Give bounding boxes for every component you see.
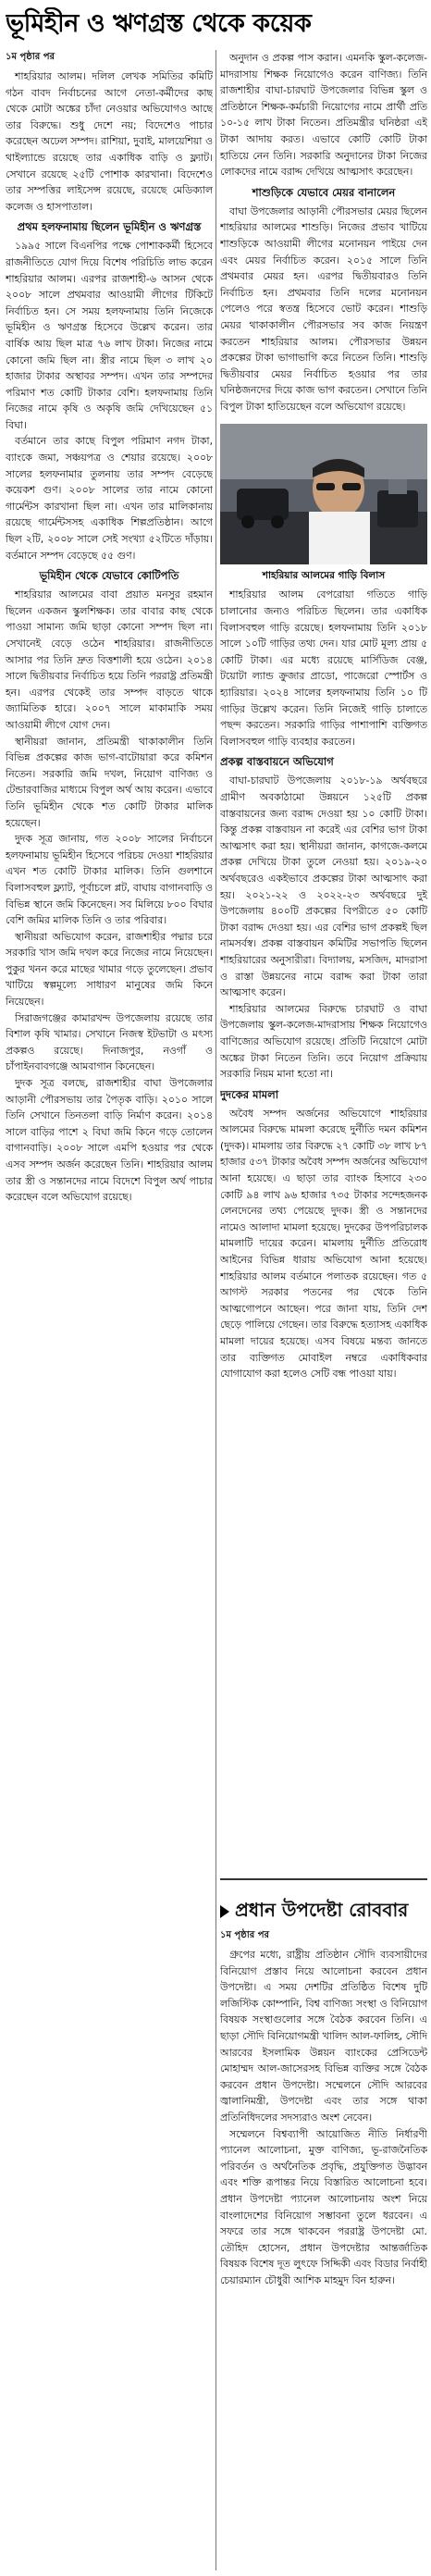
- section-subheading: প্রকল্প বাস্তবায়নে অভিযোগ: [220, 755, 334, 769]
- article-paragraph: স্থানীয়রা অভিযোগ করেন, রাজশাহীর পদ্মার চরে সরকারি খাস জমি দখল করে নিজের নামে নিয়েছেন। পুকুর খনন করে মাছের খামার গড়ে তুলেছেন। প্রভাব খাটিয়ে স্বল্পমূল্যে সাধারণ মানুষের জমি কিনে নিয়েছেন।: [6, 930, 213, 1009]
- arrow-bullet-icon: [220, 1905, 229, 1918]
- page-headline: ভূমিহীন ও ঋণগ্রস্ত থেকে কয়েক: [6, 9, 312, 38]
- article-paragraph: স্থানীয়রা জানান, প্রতিমন্ত্রী থাকাকালীন তিনি বিভিন্ন প্রকল্পের কাজ ভাগ-বাটোয়ারা করে কমিশন নিতেন। সরকারি জমি দখল, নিয়োগ বাণিজ্য ও টেন্ডারবাজির মাধ্যমে বিপুল অর্থ আয় করেন। এভাবে তিনি ভূমিহীন থেকে শত কোটি টাকার মালিক হয়েছেন।: [6, 735, 213, 829]
- section-subheading: প্রথম হলফনামায় ছিলেন ভূমিহীন ও ঋণগ্রস্ত: [17, 220, 202, 234]
- article-paragraph: অনুদান ও প্রকল্প পাস করান। এমনকি স্কুল-কলেজ-মাদরাসায় শিক্ষক নিয়োগেও করেন বাণিজ্য। তিনি রাজশাহীর বাঘা-চারঘাট উপজেলার বিভিন্ন স্কুল ও প্রতিষ্ঠানে শিক্ষক-কর্মচারী নিয়োগের নামে প্রার্থী প্রতি ১০-১৫ লাখ টাকা নিতেন। প্রতিমন্ত্রীর ঘনিষ্ঠরা এই টাকা আদায় করত। এভাবে কোটি কোটি টাকা হাতিয়ে নেন তিনি। সরকারি অনুদানের টাকা নিজের লোকদের নামে বরাদ্দ দেখিয়ে আত্মসাৎ করেছেন।: [220, 52, 427, 179]
- article-paragraph: শাহরিয়ার আলমের বিরুদ্ধে চারঘাট ও বাঘা উপজেলায় স্কুল-কলেজ-মাদরাসায় শিক্ষক নিয়োগেও বাণিজ্যের অভিযোগ রয়েছে। প্রতিটি নিয়োগে মোটা অঙ্কের টাকা নিতেন তিনি। তবে নিয়োগ প্রক্রিয়ায় সরকারি নিয়ম মানা হতো না।: [220, 1002, 427, 1081]
- article-paragraph: অবৈধ সম্পদ অর্জনের অভিযোগে শাহরিয়ার আলমের বিরুদ্ধে মামলা করেছে দুর্নীতি দমন কমিশন (দুদক)। মামলায় তার বিরুদ্ধে ২৭ কোটি ৩৮ লাখ ৮৭ হাজার ৫৩৭ টাকার অবৈধ সম্পদ অর্জনের অভিযোগ আনা হয়েছে। এ ছাড়া তার ব্যাংক হিসাবে ২৩০ কোটি ৯৪ লাখ ৯৬ হাজার ৭৩৫ টাকার সন্দেহজনক লেনদেনের তথ্য পেয়েছে দুদক। স্ত্রী ও সন্তানদের নামেও আলাদা মামলা হয়েছে। দুদকের উপপরিচালক মামলাটি দায়ের করেন। মামলায় দুর্নীতি প্রতিরোধ আইনের বিভিন্ন ধারায় অভিযোগ আনা হয়েছে। শাহরিয়ার আলম বর্তমানে পলাতক রয়েছেন। গত ৫ আগস্ট সরকার পতনের পর থেকে তিনি আত্মগোপনে আছেন। পরে জানা যায়, তিনি দেশ ছেড়ে পালিয়ে গেছেন। তার বিরুদ্ধে হত্যাসহ একাধিক মামলা দায়ের হয়েছে। এসব বিষয়ে মন্তব্য জানতে তার ব্যক্তিগত মোবাইল নম্বরে একাধিকবার যোগাযোগ করা হলেও সেটি বন্ধ পাওয়া যায়।: [220, 1107, 427, 1381]
- article-paragraph: দুদক সূত্র জানায়, গত ২০০৮ সালের নির্বাচনে হলফনামায় ভূমিহীন হিসেবে পরিচয় দেওয়া শাহরিয়ার এখন শত কোটি টাকার মালিক। তিনি গুলশানে বিলাসবহুল ফ্ল্যাট, পূর্বাচলে প্লট, বাঘায় বাগানবাড়ি ও বিভিন্ন স্থানে জমি কিনেছেন। সব মিলিয়ে ৮০০ বিঘার বেশি জমির মালিক তিনি ও তার পরিবার।: [6, 833, 213, 927]
- section-subheading: শাশুড়িকে যেভাবে মেয়র বানালেন: [252, 185, 396, 199]
- article-photo: [220, 424, 427, 564]
- section-subheading: ভূমিহীন থেকে যেভাবে কোটিপতি: [39, 569, 179, 583]
- photo-caption: শাহরিয়ার আলমের গাড়ি বিলাস: [262, 570, 386, 582]
- section-rule: [220, 1878, 427, 1880]
- article-paragraph: শাহরিয়ার আলমের বাবা প্রয়াত মনসুর রহমান ছিলেন একজন স্কুলশিক্ষক। তার বাবার কাছ থেকে পাওয়া সামান্য জমি ছাড়া কোনো সম্পদ ছিল না। সেখানেই বেড়ে ওঠেন শাহরিয়ার। রাজনীতিতে আসার পর তিনি দ্রুত বিত্তশালী হয়ে ওঠেন। ২০১৪ সালে দ্বিতীয়বার নির্বাচিত হয়ে তিনি পররাষ্ট্র প্রতিমন্ত্রী হন। এরপর থেকেই তার সম্পদ বাড়তে থাকে জ্যামিতিক হারে। ২০০৭ সালে মাকামাকি সময় আওয়ামী লীগে যোগ দেন।: [6, 588, 213, 731]
- article-paragraph: ১৯৯৫ সালে বিএনপির পক্ষে পোশাককর্মী হিসেবে রাজনীতিতে যোগ দিয়ে বিশেষ পরিচিতি লাভ করেন শাহরিয়ার আলম। এরপর রাজশাহী-৬ আসন থেকে ২০০৮ সালে প্রথমবার আওয়ামী লীগের টিকিটে নির্বাচিত হন। সে সময় হলফনামায় তিনি নিজেকে ভূমিহীন ও ঋণগ্রস্ত হিসেবে উল্লেখ করেন। তার বার্ষিক আয় ছিল মাত্র ৭৬ লাখ টাকা। নিজের নামে কোনো জমি ছিল না। স্ত্রীর নামে ছিল ৩ লাখ ২০ হাজার টাকার অস্থাবর সম্পদ। এখন তার সম্পদের পরিমাণ শত কোটি টাকার বেশি। হলফনামায় তিনি নিজের নামে কৃষি ও অকৃষি জমি দেখিয়েছেন ৫১ বিঘা।: [6, 240, 213, 431]
- article-paragraph: শাহরিয়ার আলম। দলিল লেখক সমিতির কমিটি গঠন বাবদ নির্বাচনের আগে নেতা-কর্মীদের কাছ থেকে মোটা অঙ্কের চাঁদা নেওয়ার অভিযোগও আছে তার বিরুদ্ধে। শুধু দেশে নয়; বিদেশেও পাচার করেছেন অঢেল সম্পদ। রাশিয়া, দুবাই, মালয়েশিয়া ও থাইল্যান্ডে রয়েছে তার একাধিক বাড়ি ও ফ্ল্যাট। সেখানে রয়েছে ২৫টি পোশাক কারখানা। বিদেশেও তার সম্পত্তির লাইসেন্স রয়েছে, রয়েছে মেডিক্যাল কলেজ ও হাসপাতাল।: [6, 70, 213, 213]
- right-column: [220, 50, 427, 1865]
- article-paragraph: দুদক সূত্র বলছে, রাজশাহীর বাঘা উপজেলার আড়ানী পৌরসভায় তার পৈতৃক বাড়ি। ২০১০ সালে তিনি সেখানে তিনতলা বাড়ি নির্মাণ করেন। ২০১৪ সালে বাড়ির পাশে ২ বিঘা জমি কিনে গড়ে তোলেন বাগানবাড়ি। ২০০৮ সালে এমপি হওয়ার পর থেকে এসব সম্পদ অর্জন করেছেন তিনি। শাহরিয়ার আলম তার স্ত্রী ও সন্তানদের নামে বিদেশে বিপুল অর্থ পাচার করেছেন বলে অভিযোগ রয়েছে।: [6, 1077, 213, 1204]
- continuation-label: ১ম পৃষ্ঠার পর: [220, 1930, 269, 1940]
- section-subheading: দুদকের মামলা: [220, 1087, 279, 1101]
- article-paragraph: শাহরিয়ার আলম বেপরোয়া গতিতে গাড়ি চালানোর জন্যও পরিচিত ছিলেন। তার একাধিক বিলাসবহুল গাড়ি রয়েছে। হলফনামায় তিনি ২০১৮ সালে ১০টি গাড়ির তথ্য দেন। যার মোট মূল্য প্রায় ৫ কোটি টাকা। এর মধ্যে রয়েছে মার্সিডিজ বেঞ্জ, টয়োটা ল্যান্ড ক্রুজার প্রাডো, পাজেরো স্পোর্টস ও হ্যারিয়ার। ২০২৪ সালের হলফনামায় তিনি ১০ টি গাড়ির উল্লেখ করেন। তিনি নিজেই গাড়ি চালাতে পছন্দ করতেন। সরকারি গাড়ির পাশাপাশি ব্যক্তিগত বিলাসবহুল গাড়ি ব্যবহার করতেন।: [220, 588, 427, 748]
- second-article-title: প্রধান উপদেষ্টা রোববার: [235, 1899, 409, 1921]
- article-paragraph: গ্রুপের মধ্যে, রাষ্ট্রীয় প্রতিষ্ঠান সৌদি ব্যবসায়ীদের বিনিয়োগ প্রস্তাব নিয়ে আলোচনা করবেন প্রধান উপদেষ্টা। এ সময় দেশটির প্রতিষ্ঠিত বিশেষ দুটি লজিস্টিক কোম্পানি, বিশ্ব বাণিজ্য সংস্থা ও বিনিয়োগ বিষয়ক সংস্থাগুলোর সঙ্গে বৈঠক করবেন তিনি। এ ছাড়া সৌদি বিনিয়োগমন্ত্রী খালিদ আল-ফালিহ, সৌদি আরবের ইসলামিক উন্নয়ন ব্যাংকের প্রেসিডেন্ট মোহাম্মদ আল-জাসেরসহ বিভিন্ন ব্যক্তির সঙ্গে বৈঠক করবেন প্রধান উপদেষ্টা। সম্মেলনে সৌদি আরবের জ্বালানিমন্ত্রী, উপদেষ্টা এবং তার সঙ্গে থাকা প্রতিনিধিদলের সদস্যরাও অংশ নেবেন।: [220, 1949, 427, 2124]
- second-article: [220, 1897, 427, 2570]
- continuation-label: ১ম পৃষ্ঠার পর: [6, 52, 55, 62]
- article-paragraph: বাঘা-চারঘাট উপজেলায় ২০১৮-১৯ অর্থবছরে গ্রামীণ অবকাঠামো উন্নয়নে ১২৫টি প্রকল্প বাস্তবায়নের জন্য বরাদ্দ দেওয়া হয় ১০ কোটি টাকা। কিন্তু প্রকল্প বাস্তবায়ন না করেই এর বেশির ভাগ টাকা আত্মসাৎ করা হয়। স্থানীয়রা জানান, কাগজে-কলমে প্রকল্প দেখিয়ে টাকা তুলে নেওয়া হয়। ২০১৯-২০ অর্থবছরেও একইভাবে প্রকল্পের টাকা আত্মসাৎ করা হয়। ২০২১-২২ ও ২০২২-২৩ অর্থবছরে দুই উপজেলায় ৪০০টি প্রকল্পের বিপরীতে ৫০ কোটি টাকা বরাদ্দ দেওয়া হয়। এর বেশির ভাগ প্রকল্পই ছিল নামসর্বস্ব। প্রকল্প বাস্তবায়ন কমিটির সভাপতি ছিলেন শাহরিয়ারের অনুসারীরা। বিদ্যালয়, মসজিদ, মাদরাসা ও রাস্তা উন্নয়নের নামে বরাদ্দ করা টাকা তারা আত্মসাৎ করেন।: [220, 774, 427, 999]
- article-paragraph: সম্মেলনে বিশ্বব্যাপী আয়োজিত নীতি নির্ধারণী প্যানেল আলোচনা, মুক্ত বাণিজ্য, ভূ-রাজনৈতিক পরিবর্তন ও অর্থনৈতিক প্রবৃদ্ধি, প্রযুক্তিগত উদ্ভাবন এবং শক্তি রূপান্তর নিয়ে বিস্তারিত আলোচনা হবে। প্রধান উপদেষ্টা প্যানেল আলোচনায় অংশ নিয়ে বাংলাদেশের বিনিয়োগ সম্ভাবনা তুলে ধরবেন। এ সফরে তার সঙ্গে থাকবেন পররাষ্ট্র উপদেষ্টা মো. তৌহিদ হোসেন, প্রধান উপদেষ্টার আন্তর্জাতিক বিষয়ক বিশেষ দূত লুৎফে সিদ্দিকী এবং বিডার নির্বাহী চেয়ারম্যান চৌধুরী আশিক মাহমুদ বিন হারুন।: [220, 2127, 427, 2286]
- left-column: [6, 50, 213, 2570]
- article-paragraph: বর্তমানে তার কাছে বিপুল পরিমাণ নগদ টাকা, ব্যাংকে জমা, সঞ্চয়পত্র ও শেয়ার রয়েছে। ২০০৮ সালের হলফনামার তুলনায় তার সম্পদ বেড়েছে কয়েকশ গুণ। ২০০৮ সালের তার নামে কোনো গার্মেন্টস কারখানা ছিল না। এখন তার মালিকানায় রয়েছে গার্মেন্টসসহ একাধিক শিল্পপ্রতিষ্ঠান। আগে ছিল ২টি, ২০০৮ সালে সেই সংখ্যা ৫২টিতে দাঁড়ায়। বর্তমানে সম্পদ বেড়েছে ৫৫ গুণ।: [6, 435, 213, 562]
- article-paragraph: বাঘা উপজেলার আড়ানী পৌরসভার মেয়র ছিলেন শাহরিয়ার আলমের শাশুড়ি। নিজের প্রভাব খাটিয়ে শাশুড়িকে আওয়ামী লীগের মনোনয়ন পাইয়ে দেন এবং মেয়র নির্বাচিত করেন। ২০১৫ সালে তিনি প্রথমবার মেয়র হন। এরপর দ্বিতীয়বারও তিনি নির্বাচিত হন। প্রথমবার তিনি দলের মনোনয়ন পেলেও পরে স্বতন্ত্র হিসেবে ভোট করেন। শাশুড়ি মেয়র থাকাকালীন পৌরসভার সব কাজ নিয়ন্ত্রণ করতেন শাহরিয়ার আলম। পৌরসভার উন্নয়ন প্রকল্পের টাকা ভাগাভাগি করে নিতেন তিনি। শাশুড়ি দ্বিতীয়বার মেয়র নির্বাচিত হওয়ার পর তার ঘনিষ্ঠজনদের দিয়ে কাজ ভাগ করতেন। সেখানে তিনি বিপুল টাকা হাতিয়েছেন বলে অভিযোগ রয়েছে।: [220, 204, 427, 413]
- photo-illustration: [220, 424, 427, 564]
- article-paragraph: সিরাজগঞ্জের কামারখন্দ উপজেলায় রয়েছে তার বিশাল কৃষি খামার। সেখানে নিজস্ব ইটভাটা ও মৎস্য প্রকল্পও রয়েছে। দিনাজপুর, নওগাঁ ও চাঁপাইনবাবগঞ্জে আমবাগান কিনেছেন।: [6, 1011, 213, 1073]
- second-article-headline: [220, 1897, 427, 1923]
